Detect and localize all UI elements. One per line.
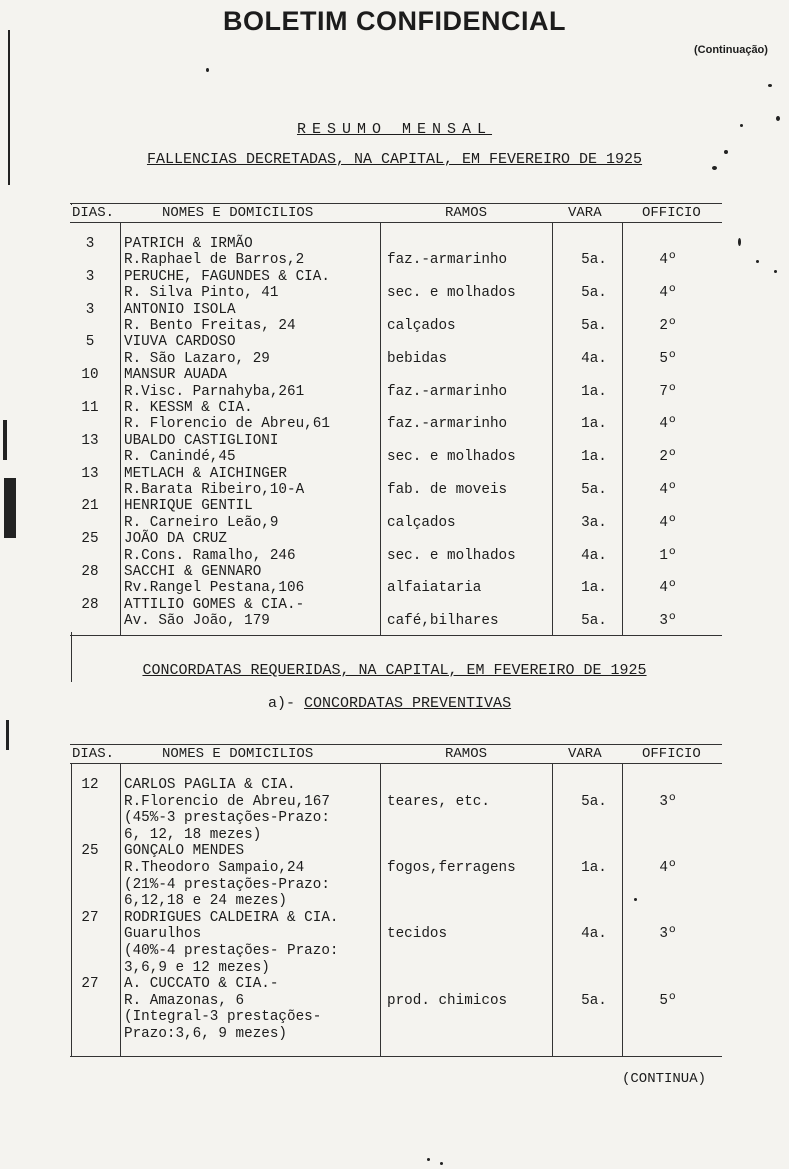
scan-mark	[3, 420, 7, 460]
row-branch: calçados	[387, 318, 456, 334]
row-court: 4a.	[581, 926, 607, 943]
row-name: GONÇALO MENDES	[124, 843, 245, 860]
col-court: VARA	[568, 205, 602, 221]
scan-mark	[4, 478, 16, 538]
continuation-note: (Continuação)	[694, 44, 768, 56]
row-address: Rv.Rangel Pestana,106	[124, 580, 305, 597]
col-branches: RAMOS	[445, 746, 488, 762]
row-detail: (Integral-3 prestações-	[124, 1009, 322, 1026]
bankruptcies-heading: FALLENCIAS DECRETADAS, NA CAPITAL, EM FEVEREIRO DE 1925	[146, 151, 643, 168]
row-day: 3	[85, 268, 95, 285]
row-address: R. Bento Freitas, 24	[124, 318, 296, 334]
row-name: ANTONIO ISOLA	[124, 301, 236, 318]
row-address: R.Visc. Parnahyba,261	[124, 383, 305, 400]
row-court: 5a.	[581, 482, 607, 498]
row-detail: Prazo:3,6, 9 mezes)	[124, 1026, 288, 1042]
row-office: 4º	[659, 514, 677, 531]
row-name: VIUVA CARDOSO	[124, 334, 236, 351]
row-address: R.Raphael de Barros,2	[124, 252, 305, 269]
bankruptcies-table-header	[70, 203, 722, 223]
row-court: 1a.	[581, 860, 607, 876]
col-office: OFFICIO	[642, 746, 701, 762]
row-address: R.Cons. Ramalho, 246	[124, 547, 296, 564]
row-name: CARLOS PAGLIA & CIA.	[124, 777, 296, 793]
row-address: R. Silva Pinto, 41	[124, 285, 279, 302]
row-name: JOÃO DA CRUZ	[124, 531, 227, 548]
row-day: 28	[81, 596, 99, 613]
continues-note: (CONTINUA)	[622, 1071, 707, 1087]
row-branch: café,bilhares	[387, 613, 499, 630]
row-detail: R. Amazonas, 6	[124, 992, 245, 1009]
row-address: R.Barata Ribeiro,10-A	[124, 482, 305, 498]
row-day: 10	[81, 367, 99, 384]
row-day: 25	[81, 843, 99, 860]
col-names: NOMES E DOMICILIOS	[162, 205, 314, 221]
row-name: UBALDO CASTIGLIONI	[124, 432, 279, 449]
row-day: 3	[85, 236, 95, 252]
row-name: R. KESSM & CIA.	[124, 400, 253, 416]
summary-title: RESUMO MENSAL	[296, 121, 493, 138]
row-office: 2º	[659, 449, 677, 466]
col-days: DIAS.	[72, 746, 115, 762]
row-office: 5º	[659, 350, 677, 367]
scan-mark	[8, 30, 10, 185]
row-court: 5a.	[581, 992, 607, 1009]
row-court: 3a.	[581, 514, 607, 531]
row-office: 4º	[659, 252, 677, 269]
concordatas-table-body	[70, 763, 722, 1057]
row-name: SACCHI & GENNARO	[124, 564, 262, 580]
row-court: 4a.	[581, 547, 607, 564]
row-day: 11	[81, 400, 99, 416]
row-court: 5a.	[581, 318, 607, 334]
row-branch: sec. e molhados	[387, 285, 516, 302]
row-court: 1a.	[581, 449, 607, 466]
row-office: 4º	[659, 285, 677, 302]
row-detail: R.Theodoro Sampaio,24	[124, 860, 305, 876]
row-court: 1a.	[581, 383, 607, 400]
row-day: 12	[81, 777, 99, 793]
row-court: 5a.	[581, 285, 607, 302]
col-names: NOMES E DOMICILIOS	[162, 746, 314, 762]
row-office: 1º	[659, 547, 677, 564]
row-day: 21	[81, 498, 99, 515]
row-court: 5a.	[581, 252, 607, 269]
row-court: 1a.	[581, 580, 607, 597]
row-branch: fab. de moveis	[387, 482, 508, 498]
row-detail: 6, 12, 18 mezes)	[124, 826, 262, 843]
row-court: 4a.	[581, 350, 607, 367]
row-branch: tecidos	[387, 926, 448, 943]
row-court: 5a.	[581, 793, 607, 810]
row-day: 27	[81, 909, 99, 926]
row-branch: calçados	[387, 514, 456, 531]
row-office: 3º	[659, 793, 677, 810]
row-name: METLACH & AICHINGER	[124, 465, 288, 482]
row-branch: sec. e molhados	[387, 449, 516, 466]
col-office: OFFICIO	[642, 205, 701, 221]
row-address: R. Carneiro Leão,9	[124, 514, 279, 531]
col-branches: RAMOS	[445, 205, 488, 221]
row-branch: sec. e molhados	[387, 547, 516, 564]
row-branch: teares, etc.	[387, 793, 490, 810]
row-office: 4º	[659, 860, 677, 876]
row-day: 13	[81, 465, 99, 482]
col-days: DIAS.	[72, 205, 115, 221]
concordatas-heading: CONCORDATAS REQUERIDAS, NA CAPITAL, EM FEVEREIRO DE 1925	[142, 662, 647, 679]
row-branch: alfaiataria	[387, 580, 482, 597]
row-address: Av. São João, 179	[124, 613, 270, 630]
row-branch: faz.-armarinho	[387, 416, 508, 433]
row-office: 3º	[659, 926, 677, 943]
row-court: 1a.	[581, 416, 607, 433]
row-detail: (45%-3 prestações-Prazo:	[124, 810, 330, 827]
row-day: 5	[85, 334, 95, 351]
row-office: 2º	[659, 318, 677, 334]
row-office: 4º	[659, 580, 677, 597]
row-office: 7º	[659, 383, 677, 400]
row-branch: fogos,ferragens	[387, 860, 516, 876]
col-court: VARA	[568, 746, 602, 762]
row-detail: 3,6,9 e 12 mezes)	[124, 959, 270, 976]
row-name: HENRIQUE GENTIL	[124, 498, 253, 515]
row-day: 3	[85, 301, 95, 318]
row-day: 27	[81, 976, 99, 993]
row-detail: 6,12,18 e 24 mezes)	[124, 893, 288, 910]
row-address: R. São Lazaro, 29	[124, 350, 270, 367]
row-detail: R.Florencio de Abreu,167	[124, 793, 330, 810]
row-name: RODRIGUES CALDEIRA & CIA.	[124, 909, 339, 926]
row-office: 4º	[659, 482, 677, 498]
row-name: ATTILIO GOMES & CIA.-	[124, 596, 305, 613]
row-name: A. CUCCATO & CIA.-	[124, 976, 279, 993]
row-detail: Guarulhos	[124, 926, 202, 943]
bankruptcies-table-body	[70, 222, 722, 636]
row-office: 3º	[659, 613, 677, 630]
row-branch: faz.-armarinho	[387, 252, 508, 269]
row-day: 13	[81, 432, 99, 449]
row-name: PATRICH & IRMÃO	[124, 236, 253, 252]
row-day: 25	[81, 531, 99, 548]
document-title: BOLETIM CONFIDENCIAL	[223, 6, 566, 36]
row-detail: (21%-4 prestações-Prazo:	[124, 876, 330, 893]
row-office: 4º	[659, 416, 677, 433]
row-address: R. Canindé,45	[124, 449, 236, 466]
row-branch: bebidas	[387, 350, 448, 367]
concordatas-subheading: a)- CONCORDATAS PREVENTIVAS	[268, 695, 512, 712]
scan-mark	[6, 720, 9, 750]
row-court: 5a.	[581, 613, 607, 630]
row-branch: faz.-armarinho	[387, 383, 508, 400]
row-office: 5º	[659, 992, 677, 1009]
row-branch: prod. chimicos	[387, 992, 508, 1009]
row-day: 28	[81, 564, 99, 580]
row-name: PERUCHE, FAGUNDES & CIA.	[124, 268, 330, 285]
row-name: MANSUR AUADA	[124, 367, 227, 384]
concordatas-table-header	[70, 744, 722, 764]
row-detail: (40%-4 prestações- Prazo:	[124, 943, 339, 959]
row-address: R. Florencio de Abreu,61	[124, 416, 330, 433]
